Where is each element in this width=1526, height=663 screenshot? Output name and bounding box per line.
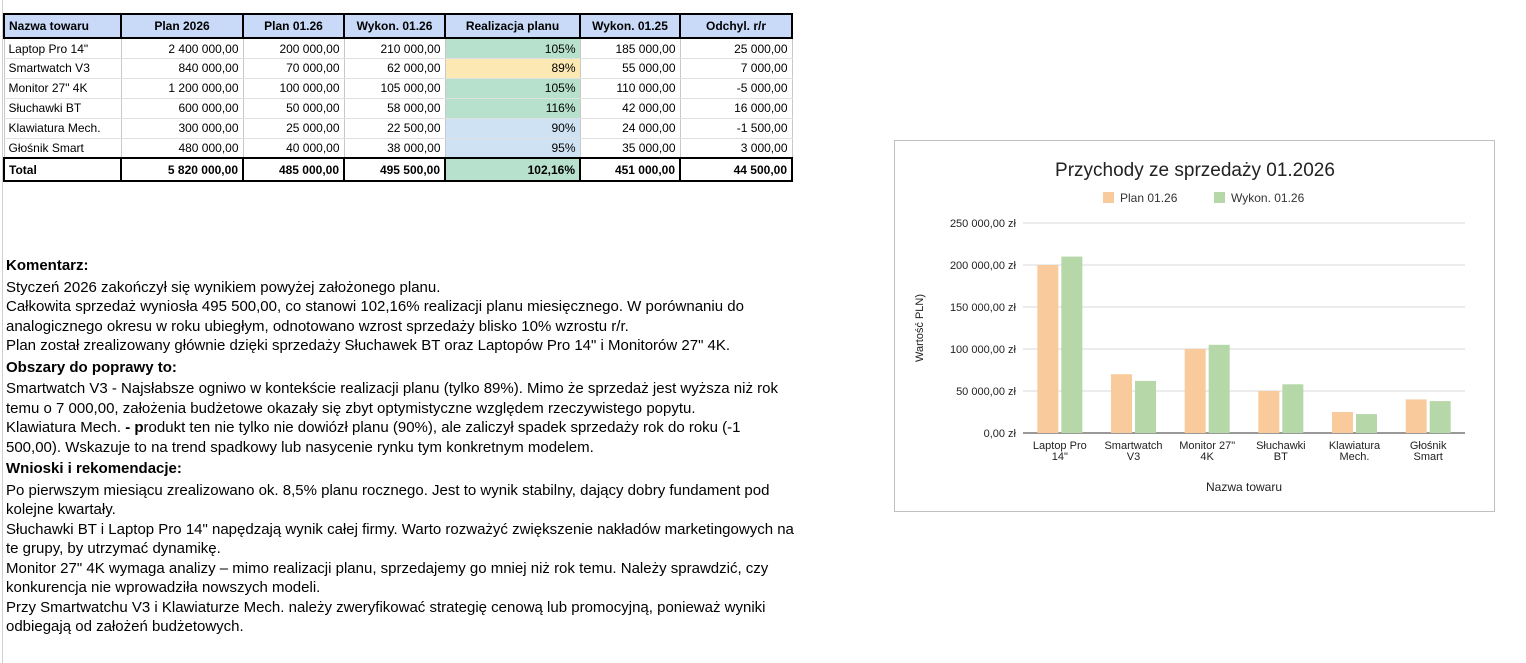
bar (1282, 384, 1303, 433)
cell-realization[interactable]: 105% (445, 38, 580, 58)
commentary (6, 256, 796, 637)
cell-realization[interactable]: 102,16% (445, 158, 580, 181)
cell-realization[interactable]: 90% (445, 118, 580, 138)
cell-plan-year[interactable]: 480 000,00 (121, 138, 243, 158)
cell-name[interactable]: Słuchawki BT (4, 98, 121, 118)
cell-diff[interactable]: 44 500,00 (680, 158, 792, 181)
header-cell[interactable]: Nazwa towaru (4, 14, 121, 38)
table-row (4, 98, 792, 118)
table-row (4, 78, 792, 98)
cell-name[interactable]: Klawiatura Mech. (4, 118, 121, 138)
x-tick-label: BT (1273, 451, 1288, 463)
conclusions-heading: Wnioski i rekomendacje: (6, 460, 182, 477)
cell-prev[interactable]: 185 000,00 (580, 38, 680, 58)
bar (1111, 374, 1132, 433)
cell-plan-year[interactable]: 600 000,00 (121, 98, 243, 118)
cell-actual[interactable]: 62 000,00 (344, 58, 445, 78)
bar (1037, 265, 1058, 433)
x-tick-label: Monitor 27" (1179, 440, 1236, 452)
cell-plan-year[interactable]: 1 200 000,00 (121, 78, 243, 98)
bar (1209, 345, 1230, 433)
x-tick-label: Słuchawki (1256, 440, 1306, 452)
bar (1061, 257, 1082, 433)
cell-prev[interactable]: 24 000,00 (580, 118, 680, 138)
cell-name[interactable]: Smartwatch V3 (4, 58, 121, 78)
bar (1332, 412, 1353, 433)
x-tick-label: V3 (1126, 451, 1141, 463)
legend-label: Wykon. 01.26 (1231, 191, 1305, 205)
comment-text-part: Klawiatura Mech. (6, 419, 126, 436)
bar (1258, 391, 1279, 433)
x-tick-label: Mech. (1339, 451, 1370, 463)
y-tick-label: 250 000,00 zł (949, 218, 1016, 230)
cell-plan-year[interactable]: 5 820 000,00 (121, 158, 243, 181)
cell-actual[interactable]: 105 000,00 (344, 78, 445, 98)
x-axis-label: Nazwa towaru (1205, 480, 1283, 494)
cell-name[interactable]: Total (4, 158, 121, 181)
table-row (4, 118, 792, 138)
cell-realization[interactable]: 116% (445, 98, 580, 118)
comment-text: Po pierwszym miesiącu zrealizowano ok. 8,5% planu rocznego. Jest to wynik stabilny, dający dobry fundament pod kolejne kwartały. (6, 481, 770, 518)
x-tick-label: Głośnik (1409, 440, 1447, 452)
bar (1356, 414, 1377, 433)
header-cell[interactable]: Plan 2026 (121, 14, 243, 38)
x-tick-label: Klawiatura (1328, 440, 1381, 452)
cell-actual[interactable]: 22 500,00 (344, 118, 445, 138)
comment-text (6, 418, 796, 457)
x-tick-label: Laptop Pro (1032, 440, 1087, 452)
comment-text: Przy Smartwatchu V3 i Klawiaturze Mech. należy zweryfikować strategię cenową lub promocyjną, ponieważ wyniki odbiegają od założeń budżetowych. (6, 598, 766, 635)
legend-swatch (1214, 192, 1225, 203)
cell-prev[interactable]: 55 000,00 (580, 58, 680, 78)
chart-title: Przychody ze sprzedaży 01.2026 (1055, 160, 1335, 181)
cell-diff[interactable]: 3 000,00 (680, 138, 792, 158)
y-tick-label: 100 000,00 zł (949, 344, 1016, 356)
x-tick-label: 4K (1200, 451, 1214, 463)
header-cell[interactable]: Plan 01.26 (243, 14, 344, 38)
cell-plan-month[interactable]: 70 000,00 (243, 58, 344, 78)
y-axis-label: Wartość PLN) (914, 293, 926, 363)
cell-prev[interactable]: 110 000,00 (580, 78, 680, 98)
cell-actual[interactable]: 58 000,00 (344, 98, 445, 118)
y-tick-label: 150 000,00 zł (949, 302, 1016, 314)
cell-diff[interactable]: 16 000,00 (680, 98, 792, 118)
cell-plan-month[interactable]: 40 000,00 (243, 138, 344, 158)
x-tick-label: 14" (1051, 451, 1068, 463)
comment-text: Plan został zrealizowany głównie dzięki sprzedaży Słuchawek BT oraz Laptopów Pro 14" i Monitorów 27" 4K. (6, 337, 731, 354)
cell-name[interactable]: Laptop Pro 14" (4, 38, 121, 58)
comment-text-bold: - p (125, 419, 144, 436)
improvement-heading: Obszary do poprawy to: (6, 358, 177, 376)
cell-diff[interactable]: -1 500,00 (680, 118, 792, 138)
cell-plan-year[interactable]: 300 000,00 (121, 118, 243, 138)
header-cell[interactable]: Wykon. 01.25 (580, 14, 680, 38)
legend-swatch (1103, 192, 1114, 203)
x-tick-label: Smart (1413, 451, 1443, 463)
cell-plan-month[interactable]: 200 000,00 (243, 38, 344, 58)
comment-text: Słuchawki BT i Laptop Pro 14" napędzają wynik całej firmy. Warto rozważyć zwiększenie nakładów marketingowych na te grupy, by utrzymać dynamikę. (6, 520, 794, 557)
header-cell[interactable]: Realizacja planu (445, 14, 580, 38)
cell-realization[interactable]: 89% (445, 58, 580, 78)
comment-heading: Komentarz: (6, 257, 89, 274)
cell-diff[interactable]: 7 000,00 (680, 58, 792, 78)
cell-realization[interactable]: 95% (445, 138, 580, 158)
cell-diff[interactable]: -5 000,00 (680, 78, 792, 98)
x-tick-label: Smartwatch (1104, 440, 1163, 452)
table-row (4, 38, 792, 58)
chart-svg (895, 141, 1494, 511)
y-tick-label: 200 000,00 zł (949, 260, 1016, 272)
cell-prev[interactable]: 35 000,00 (580, 138, 680, 158)
cell-prev[interactable]: 42 000,00 (580, 98, 680, 118)
comment-text: Styczeń 2026 zakończył się wynikiem powyżej założonego planu. (6, 278, 441, 296)
cell-diff[interactable]: 25 000,00 (680, 38, 792, 58)
table-header-row (4, 14, 792, 38)
cell-actual[interactable]: 495 500,00 (344, 158, 445, 181)
cell-actual[interactable]: 210 000,00 (344, 38, 445, 58)
sales-table (3, 13, 793, 182)
comment-text: Monitor 27" 4K wymaga analizy – mimo realizacji planu, sprzedajemy go mniej niż rok temu. Należy sprawdzić, czy konkurencja nie wprowadziła nowszych modeli. (6, 559, 769, 596)
bar (1430, 401, 1451, 433)
comment-text: Całkowita sprzedaż wyniosła 495 500,00, co stanowi 102,16% realizacji planu miesięcznego. W porównaniu do analogicznego okresu w roku ubiegłym, odnotowano wzrost sprzedaży blisko 10% wzrostu r/r. (6, 298, 744, 335)
header-cell[interactable]: Odchyl. r/r (680, 14, 792, 38)
sales-chart[interactable] (894, 140, 1495, 512)
y-tick-label: 50 000,00 zł (956, 386, 1016, 398)
comment-text-part: rodukt ten nie tylko nie dowiózł planu (90%), ale zaliczył spadek sprzedaży rok do roku (-1 500,00). Wskazuje to na trend spadkowy lub nasycenie rynku tym konkretnym modelem. (6, 419, 741, 456)
cell-plan-month[interactable]: 485 000,00 (243, 158, 344, 181)
table-total-row (4, 158, 792, 181)
bar (1406, 399, 1427, 433)
cell-plan-year[interactable]: 2 400 000,00 (121, 38, 243, 58)
table-row (4, 138, 792, 158)
bar (1135, 381, 1156, 433)
comment-text: Smartwatch V3 - Najsłabsze ogniwo w kontekście realizacji planu (tylko 89%). Mimo że sprzedaż jest wyższa niż rok temu o 7 000,00, założenia budżetowe okazały się zbyt optymistyczne względem rzeczywistego popytu. (6, 380, 778, 417)
cell-name[interactable]: Głośnik Smart (4, 138, 121, 158)
y-tick-label: 0,00 zł (983, 428, 1016, 440)
cell-prev[interactable]: 451 000,00 (580, 158, 680, 181)
cell-plan-month[interactable]: 100 000,00 (243, 78, 344, 98)
cell-actual[interactable]: 38 000,00 (344, 138, 445, 158)
table-row (4, 58, 792, 78)
header-cell[interactable]: Wykon. 01.26 (344, 14, 445, 38)
cell-plan-month[interactable]: 50 000,00 (243, 98, 344, 118)
cell-plan-year[interactable]: 840 000,00 (121, 58, 243, 78)
legend-label: Plan 01.26 (1120, 191, 1178, 205)
cell-realization[interactable]: 105% (445, 78, 580, 98)
cell-plan-month[interactable]: 25 000,00 (243, 118, 344, 138)
bar (1185, 349, 1206, 433)
cell-name[interactable]: Monitor 27" 4K (4, 78, 121, 98)
